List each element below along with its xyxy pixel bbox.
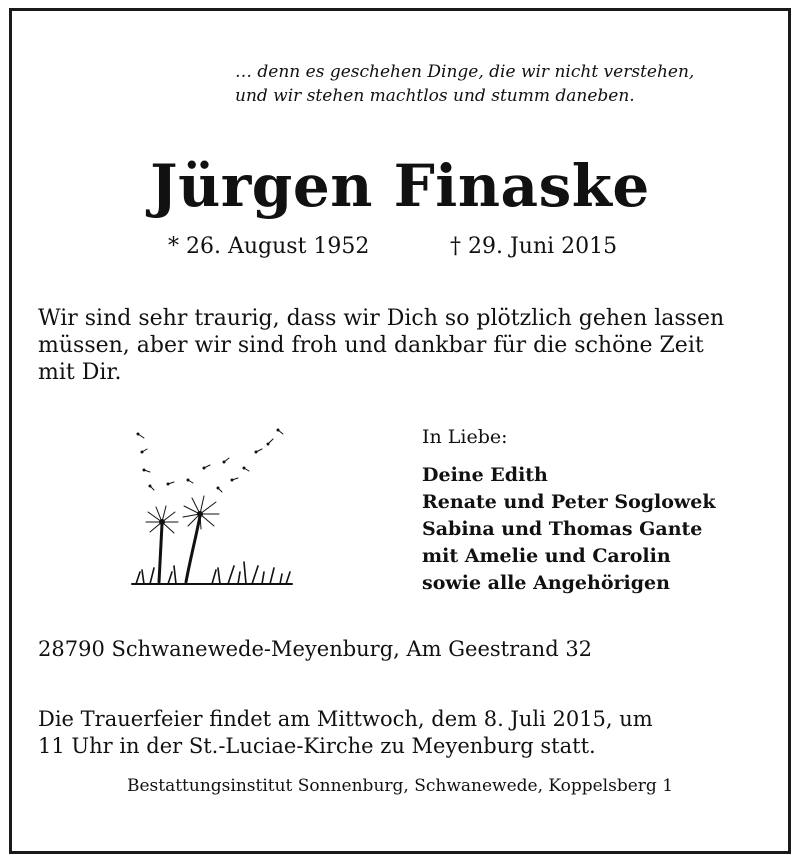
mourner-name: Renate und Peter Soglowek	[422, 491, 716, 513]
mourner-name: Sabina und Thomas Gante	[422, 518, 703, 540]
intro-text	[38, 305, 768, 386]
intro-line-3: mit Dir.	[38, 360, 122, 385]
memorial-quote	[235, 60, 775, 108]
quote-line-2: und wir stehen machtlos und stumm daneben.	[235, 86, 635, 106]
mourners-heading: In Liebe:	[422, 426, 508, 448]
ceremony-info	[38, 706, 768, 760]
intro-line-1: Wir sind sehr traurig, dass wir Dich so plötzlich gehen lassen	[38, 306, 725, 331]
dandelion-icon	[128, 422, 296, 590]
ceremony-line-1: Die Trauerfeier findet am Mittwoch, dem 8. Juli 2015, um	[38, 707, 653, 731]
deceased-name: Jürgen Finaske	[150, 152, 650, 220]
family-address: 28790 Schwanewede-Meyenburg, Am Geestrand 32	[38, 637, 593, 661]
intro-line-2: müssen, aber wir sind froh und dankbar für die schöne Zeit	[38, 333, 704, 358]
birth-date: * 26. August 1952	[168, 234, 370, 259]
mourner-name: Deine Edith	[422, 464, 548, 486]
quote-line-1: … denn es geschehen Dinge, die wir nicht verstehen,	[235, 62, 695, 82]
mourner-name: mit Amelie und Carolin	[422, 545, 671, 567]
mourner-name: sowie alle Angehörigen	[422, 572, 670, 594]
funeral-home: Bestattungsinstitut Sonnenburg, Schwanewede, Koppelsberg 1	[126, 776, 674, 796]
ceremony-line-2: 11 Uhr in der St.-Luciae-Kirche zu Meyenburg statt.	[38, 734, 596, 758]
death-date: † 29. Juni 2015	[450, 234, 618, 259]
mourners-list	[422, 462, 716, 597]
